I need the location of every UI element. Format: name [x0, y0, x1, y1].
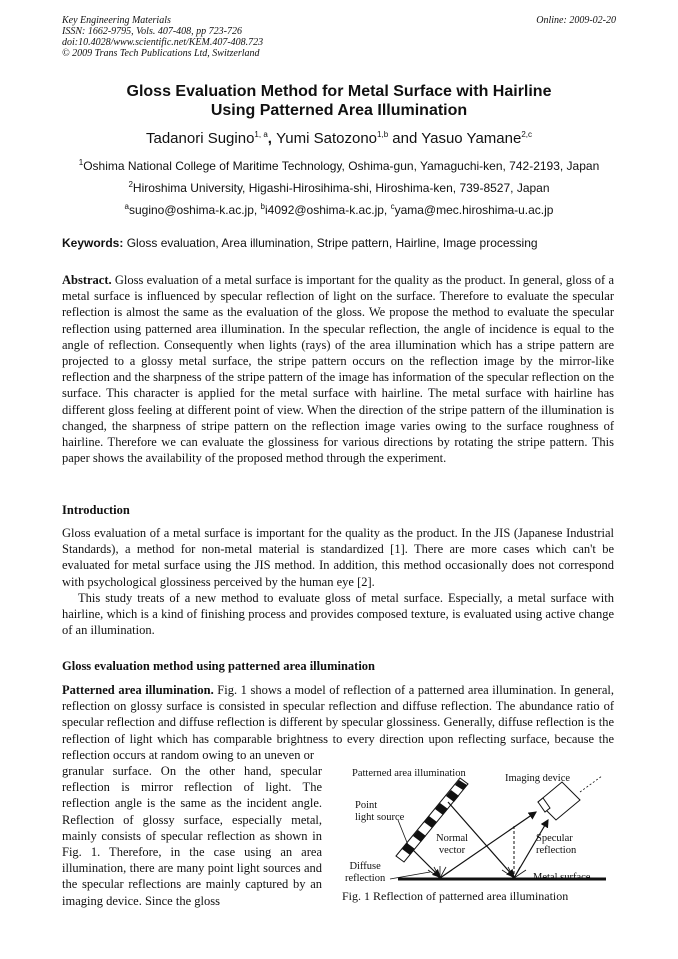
- affiliation-2: [60, 180, 618, 195]
- label-diffuse-line1: Diffuse: [349, 861, 381, 872]
- title-line-2: Using Patterned Area Illumination: [210, 102, 468, 119]
- email-a[interactable]: sugino@oshima-k.ac.jp,: [128, 203, 261, 217]
- label-patterned-illumination: Patterned area illumination: [352, 768, 466, 779]
- label-point-line1: Point: [355, 800, 378, 811]
- author-list: [60, 130, 618, 147]
- email-a-sup: a: [124, 202, 129, 211]
- email-c[interactable]: yama@mec.hiroshima-u.ac.jp: [394, 203, 554, 217]
- label-metal-surface: Metal surface: [533, 872, 591, 883]
- online-date: Online: 2009-02-20: [536, 15, 616, 26]
- paper-title: [60, 82, 618, 120]
- affiliation-1: [60, 158, 618, 173]
- affiliation-1-sup: 1: [78, 158, 84, 167]
- issn-line: ISSN: 1662-9795, Vols. 407-408, pp 723-726: [62, 26, 242, 37]
- author-1-sup: 1, a: [254, 130, 268, 139]
- section-2-p1-text: Fig. 1 shows a model of reflection of a patterned area illumination. In general, reflection on glossy surface is consisted in specular reflection and diffuse reflection. The abundance ratio of specular reflection and diffuse reflection is different by specular glossiness. Generally, diffuse reflection is the reflection of light which has comparable brightness to every direction upon reflecting surface, because the reflection occurs at random owing to an uneven or: [62, 683, 614, 762]
- introduction-p1: Gloss evaluation of a metal surface is important for the quality as the product. In the JIS (Japanese Industrial Standards), a method for non-metal material is standardized [1]. There are more cases which can't be evaluated for metal surface using the JIS method. In addition, this method occasionally does not correspond with psychological glossiness perceived by the human eye [2].: [62, 526, 614, 589]
- email-b-sup: b: [260, 202, 265, 211]
- affiliation-2-sup: 2: [128, 180, 133, 189]
- section-2-heading: Gloss evaluation method using patterned area illumination: [62, 659, 375, 673]
- author-sep-2: and: [388, 130, 422, 147]
- title-line-1: Gloss Evaluation Method for Metal Surface with Hairline: [126, 83, 552, 100]
- label-diffuse-line2: reflection: [345, 873, 386, 884]
- keywords: [62, 236, 538, 250]
- figure-1-caption: Fig. 1 Reflection of patterned area illumination: [342, 889, 569, 903]
- abstract: [62, 272, 614, 466]
- abstract-label: Abstract.: [62, 273, 112, 287]
- journal-header: [62, 15, 263, 59]
- label-specular-line2: reflection: [536, 845, 577, 856]
- email-c-sup: c: [390, 202, 395, 211]
- label-normal-line1: Normal: [436, 833, 469, 844]
- introduction-p2: This study treats of a new method to evaluate gloss of metal surface. Especially, a metal surface with hairline, which is a kind of finishing process and provides composed texture, is evaluated using active change of an illumination.: [62, 590, 614, 638]
- label-point-line2: light source: [355, 812, 405, 823]
- doi-line: doi:10.4028/www.scientific.net/KEM.407-408.723: [62, 37, 264, 48]
- subsection-label: Patterned area illumination.: [62, 683, 214, 697]
- affiliation-1-text: Oshima National College of Maritime Technology, Oshima-gun, Yamaguchi-ken, 742-2193, Japan: [83, 159, 600, 173]
- section-2-p1: [62, 682, 614, 763]
- introduction-heading: Introduction: [62, 503, 130, 517]
- label-specular-line1: Specular: [536, 833, 573, 844]
- section-2-p2: granular surface. On the other hand, specular reflection is mirror reflection of light. The reflection angle is the same as the incident angle. Reflection of glossy surface, especially metal, mainly consists of specular reflection as shown in Fig. 1. Therefore, in the case using an area illumination, there are many point light sources and the specular reflections are mainly captured by an imaging device. Since the gloss: [62, 764, 322, 908]
- label-specular-reflection: [536, 833, 576, 857]
- author-1: Tadanori Sugino: [146, 130, 255, 147]
- label-normal-line2: vector: [438, 845, 466, 856]
- keywords-text: Gloss evaluation, Area illumination, Stripe pattern, Hairline, Image processing: [123, 236, 538, 250]
- email-b[interactable]: i4092@oshima-k.ac.jp,: [265, 203, 391, 217]
- email-line: [60, 202, 618, 217]
- label-normal-vector: [436, 833, 468, 857]
- affiliation-2-text: Hiroshima University, Higashi-Hirosihima-shi, Hiroshima-ken, 739-8527, Japan: [132, 181, 550, 195]
- author-sep-1: ,: [267, 130, 277, 147]
- abstract-text: Gloss evaluation of a metal surface is important for the quality as the product. In general, gloss of a metal surface is influenced by specular reflection of light on the surface. Therefore to evaluate the specular reflection is almost the same as the evaluation of the gloss. We propose the method to evaluate the specular reflection using patterned area illumination. In the specular reflection, the angle of incidence is equal to the angle of reflection. Consequently when lights (rays) of the area illumination which has a stripe pattern are projected to a glossy metal surface, the stripe pattern occurs on the reflection image by the mirror-like reflection and the sharpness of the stripe pattern of the image has information of the specular reflection on the surface. This character is applied for the metal surface with hairline. The metal surface with hairline has different gloss feeling at different point of view. When the direction of the stripe pattern of the illumination is changed, the sharpness of stripe pattern on the reflection image varies owing to the surface roughness of hairline. Therefore we can evaluate the glossiness for various directions by rotating the stripe pattern. This paper shows the availability of the proposed method through the experiment.: [62, 273, 614, 466]
- author-2: Yumi Satozono: [276, 130, 378, 147]
- label-point-light-source: [355, 800, 404, 824]
- author-3-sup: 2,c: [521, 130, 532, 139]
- author-3: Yasuo Yamane: [421, 130, 522, 147]
- label-diffuse-reflection: [345, 861, 385, 885]
- introduction-body: [62, 525, 614, 638]
- author-2-sup: 1,b: [377, 130, 389, 139]
- keywords-label: Keywords:: [62, 236, 124, 250]
- label-imaging-device: Imaging device: [505, 773, 571, 784]
- copyright-line: © 2009 Trans Tech Publications Ltd, Switzerland: [62, 48, 260, 59]
- journal-name: Key Engineering Materials: [62, 15, 171, 26]
